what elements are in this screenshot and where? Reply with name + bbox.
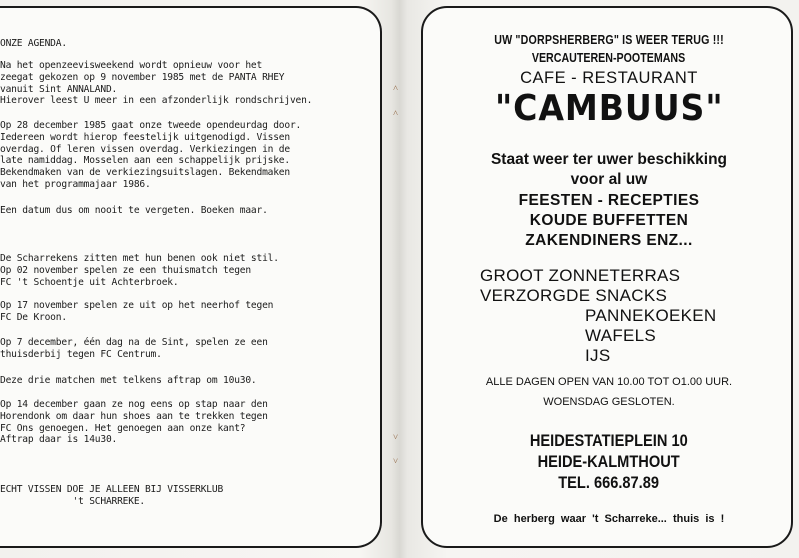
headline-owners: VERCAUTEREN-POOTEMANS bbox=[532, 50, 686, 65]
address-town: HEIDE-KALMTHOUT bbox=[537, 452, 681, 471]
offer-zonneterras: GROOT ZONNETERRAS bbox=[480, 266, 681, 285]
offer-pannekoeken: PANNEKOEKEN bbox=[585, 306, 717, 325]
agenda-heading: ONZE AGENDA. bbox=[0, 38, 67, 49]
offer-snacks: VERZORGDE SNACKS bbox=[480, 286, 668, 305]
phone-number: TEL. 666.87.89 bbox=[558, 473, 660, 492]
service-buffetten: KOUDE BUFFETTEN bbox=[529, 212, 689, 229]
cambuus-name: "CAMBUUS" bbox=[494, 88, 724, 129]
service-feesten: FEESTEN - RECEPTIES bbox=[518, 192, 700, 209]
agenda-para-football-away: Op 17 november spelen ze uit op het neerhof tegen FC De Kroon. bbox=[0, 300, 274, 323]
headline-dorpsherberg: UW "DORPSHERBERG" IS WEER TERUG !!! bbox=[494, 32, 724, 47]
available-text-2: voor al uw bbox=[570, 171, 648, 188]
cafe-restaurant-label: CAFE - RESTAURANT bbox=[520, 69, 698, 87]
binding-staple-mark: ˄ bbox=[393, 84, 399, 94]
agenda-para-remember: Een datum dus om nooit te vergeten. Boeken maar. bbox=[0, 205, 268, 216]
offer-ijs: IJS bbox=[585, 346, 611, 365]
binding-staple-mark: ˅ bbox=[393, 433, 399, 443]
left-page bbox=[0, 6, 382, 548]
agenda-para-horendonk: Op 14 december gaan ze nog eens op stap naar den Horendonk om daar hun shoes aan te trekken tegen FC Ons genoegen. Het genoegen aan onze kant? Aftrap daar is 14u30. bbox=[0, 399, 268, 446]
address-street: HEIDESTATIEPLEIN 10 bbox=[530, 431, 688, 450]
opening-hours: ALLE DAGEN OPEN VAN 10.00 TOT O1.00 UUR. bbox=[485, 376, 733, 388]
agenda-para-derby: Op 7 december, één dag na de Sint, spelen ze een thuisderbij tegen FC Centrum. bbox=[0, 337, 268, 360]
service-zakendiners: ZAKENDINERS ENZ... bbox=[525, 232, 693, 249]
slogan: De herberg waar 't Scharreke... thuis is ! bbox=[493, 513, 725, 525]
offer-wafels: WAFELS bbox=[585, 326, 657, 345]
agenda-para-kickoff: Deze drie matchen met telkens aftrap om 10u30. bbox=[0, 375, 257, 386]
agenda-footer: ECHT VISSEN DOE JE ALLEEN BIJ VISSERKLUB 't SCHARREKE. bbox=[0, 484, 224, 507]
agenda-para-open-day: Op 28 december 1985 gaat onze tweede opendeurdag door. Iedereen wordt hierop feestelijk uitgenodigd. Vissen overdag. Of leren vissen overdag. Verkiezingen in de late namiddag. Mosselen aan een schappelijk prijske. Bekendmaken van de verkiezingsuitslagen. Bekendmaken van het programmajaar 1986. bbox=[0, 120, 302, 190]
agenda-para-football-home: De Scharrekens zitten met hun benen ook niet stil. Op 02 november spelen ze een thuismatch tegen FC 't Schoentje uit Achterbroek. bbox=[0, 253, 279, 288]
binding-staple-mark: ˅ bbox=[393, 457, 399, 467]
closed-day: WOENSDAG GESLOTEN. bbox=[543, 396, 675, 408]
binding-staple-mark: ˄ bbox=[393, 109, 399, 119]
available-text: Staat weer ter uwer beschikking bbox=[490, 151, 728, 168]
agenda-para-fishing-trip: Na het openzeevisweekend wordt opnieuw voor het zeegat gekozen op 9 november 1985 met de PANTA RHEY vanuit Sint ANNALAND. Hierover leest U meer in een afzonderlijk rondschrijven. bbox=[0, 60, 313, 107]
right-page-advert bbox=[421, 6, 793, 548]
